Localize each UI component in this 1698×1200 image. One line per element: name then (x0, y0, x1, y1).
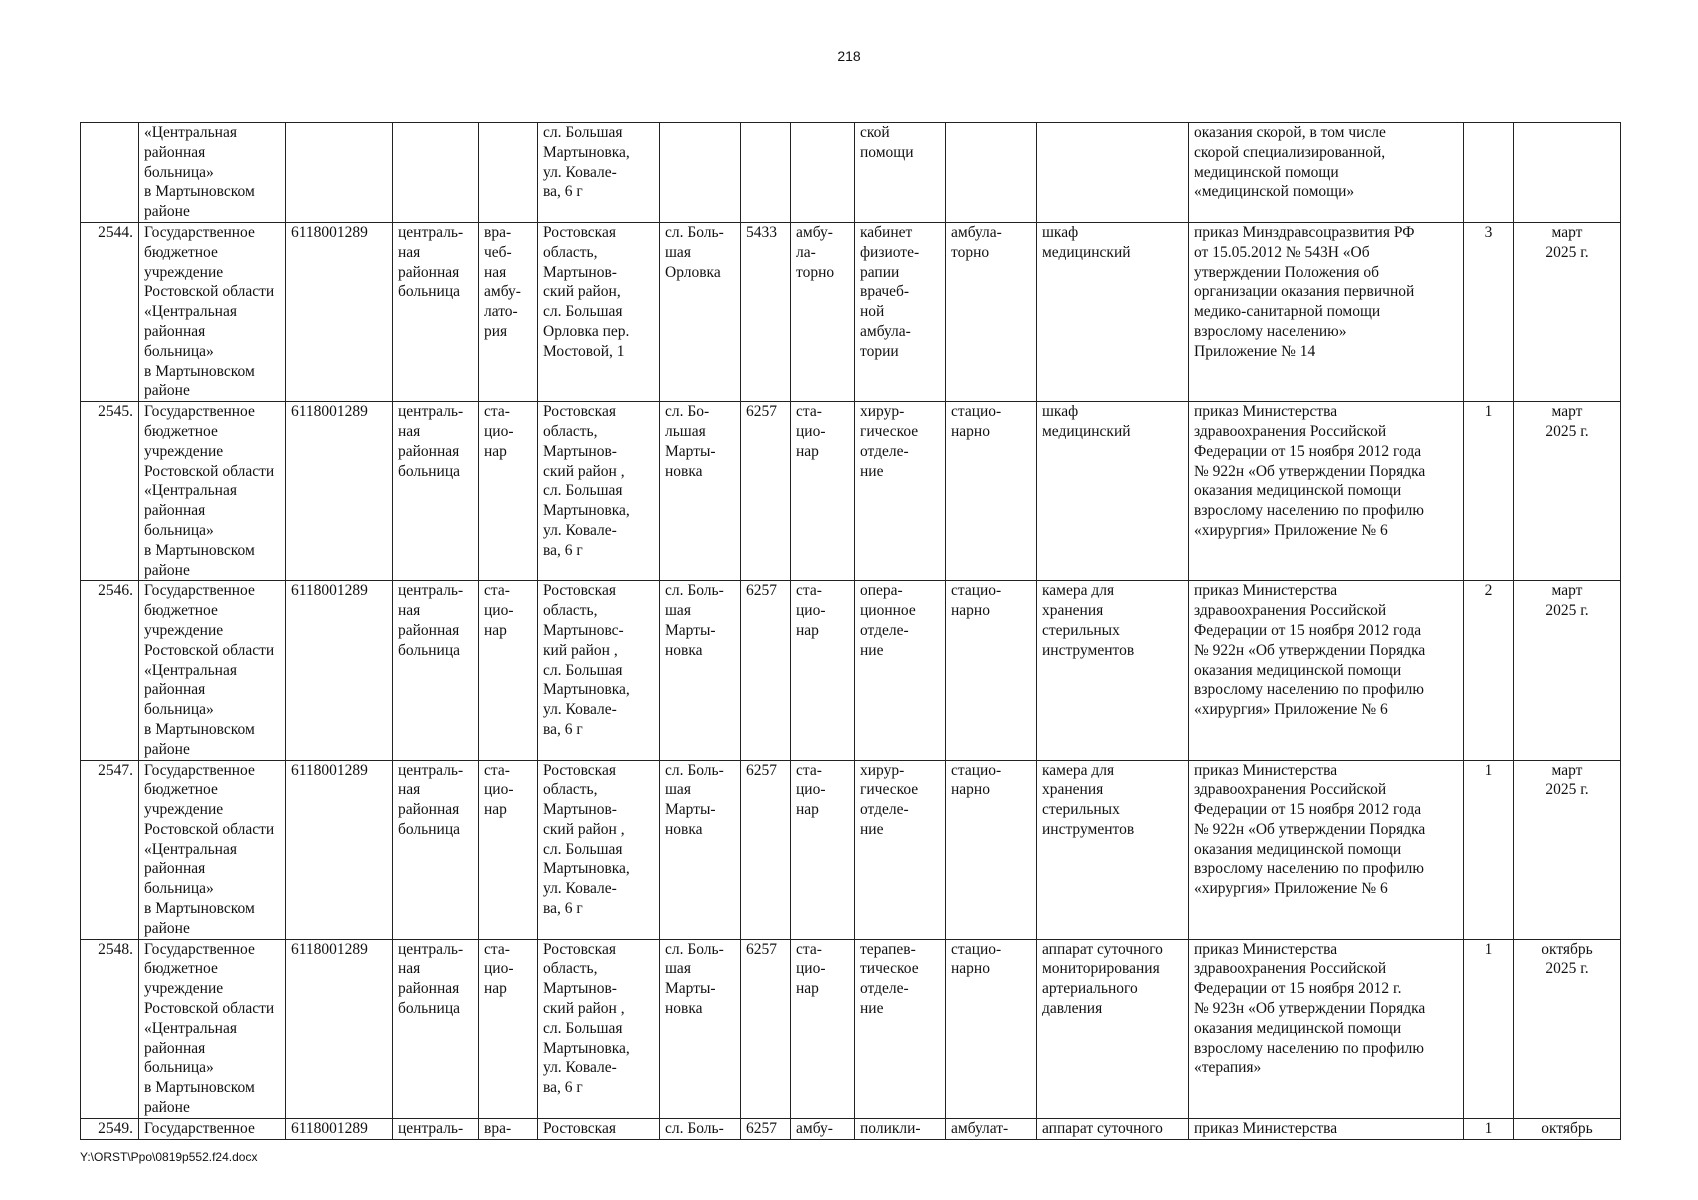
cell-due-date: март 2025 г. (1514, 760, 1621, 939)
cell-unit-type: ста- цио- нар (479, 581, 538, 760)
cell-address: Ростовская область, Мартынов- ский район , сл. Большая Мартыновка, ул. Ковале- ва, 6 г (538, 939, 660, 1118)
cell-department: кабинет физиоте- рапии врачеб- ной амбула- тории (855, 222, 946, 401)
table-row (81, 123, 1621, 223)
table-row (81, 222, 1621, 401)
table-row (81, 939, 1621, 1118)
cell-organization-name: Государственное бюджетное учреждение Ростовской области «Центральная районная больница» в Мартыновском районе (139, 402, 286, 581)
cell-department: опера- ционное отделе- ние (855, 581, 946, 760)
cell-row-number: 2549. (81, 1118, 139, 1139)
cell-conditions (946, 123, 1037, 223)
cell-org-type: централь- ная районная больница (393, 581, 479, 760)
cell-organization-name: Государственное бюджетное учреждение Ростовской области «Центральная районная больница» в Мартыновском районе (139, 760, 286, 939)
cell-row-number: 2545. (81, 402, 139, 581)
cell-locality: сл. Боль- шая Марты- новка (660, 939, 741, 1118)
cell-inn: 6118001289 (286, 222, 393, 401)
cell-row-number: 2546. (81, 581, 139, 760)
cell-inn: 6118001289 (286, 402, 393, 581)
cell-quantity: 2 (1464, 581, 1514, 760)
cell-unit-type: вра- чеб- ная амбу- лато- рия (479, 222, 538, 401)
cell-inn: 6118001289 (286, 581, 393, 760)
cell-equipment: камера для хранения стерильных инструментов (1037, 760, 1189, 939)
cell-unit-type: ста- цио- нар (479, 760, 538, 939)
cell-organization-name: «Центральная районная больница» в Мартыновском районе (139, 123, 286, 223)
cell-care-form: ста- цио- нар (791, 760, 855, 939)
cell-care-form: ста- цио- нар (791, 581, 855, 760)
cell-equipment: аппарат суточного мониторирования артериального давления (1037, 939, 1189, 1118)
cell-regulation: приказ Министерства здравоохранения Российской Федерации от 15 ноября 2012 г. № 923н «Об утверждении Порядка оказания медицинской помощи взрослому населению по профилю «терапия» (1189, 939, 1464, 1118)
cell-organization-name: Государственное бюджетное учреждение Ростовской области «Центральная районная больница» в Мартыновском районе (139, 222, 286, 401)
cell-code: 6257 (741, 760, 791, 939)
page-number: 218 (837, 48, 861, 64)
cell-care-form: амбу- ла- торно (791, 222, 855, 401)
cell-locality: сл. Боль- шая Марты- новка (660, 760, 741, 939)
cell-locality: сл. Боль- (660, 1118, 741, 1139)
cell-row-number: 2547. (81, 760, 139, 939)
cell-conditions: стацио- нарно (946, 581, 1037, 760)
cell-conditions: амбулат- (946, 1118, 1037, 1139)
cell-row-number (81, 123, 139, 223)
footer-file-path: Y:\ORST\Ppo\0819p552.f24.docx (80, 1150, 258, 1164)
cell-equipment (1037, 123, 1189, 223)
cell-code: 6257 (741, 1118, 791, 1139)
cell-conditions: стацио- нарно (946, 760, 1037, 939)
cell-quantity (1464, 123, 1514, 223)
cell-address: Ростовская область, Мартынов- ский район , сл. Большая Мартыновка, ул. Ковале- ва, 6 г (538, 402, 660, 581)
cell-unit-type: ста- цио- нар (479, 939, 538, 1118)
cell-care-form: амбу- (791, 1118, 855, 1139)
cell-row-number: 2544. (81, 222, 139, 401)
cell-due-date: октябрь 2025 г. (1514, 939, 1621, 1118)
table-row (81, 760, 1621, 939)
cell-address: Ростовская область, Мартынов- ский район, сл. Большая Орловка пер. Мостовой, 1 (538, 222, 660, 401)
cell-code: 6257 (741, 402, 791, 581)
cell-department: хирур- гическое отделе- ние (855, 760, 946, 939)
equipment-table (80, 122, 1621, 1140)
cell-due-date: март 2025 г. (1514, 222, 1621, 401)
cell-regulation: приказ Министерства здравоохранения Российской Федерации от 15 ноября 2012 года № 922н «Об утверждении Порядка оказания медицинской помощи взрослому населению по профилю «хирургия» Приложение № 6 (1189, 581, 1464, 760)
cell-address: сл. Большая Мартыновка, ул. Ковале- ва, 6 г (538, 123, 660, 223)
cell-equipment: камера для хранения стерильных инструментов (1037, 581, 1189, 760)
cell-unit-type: ста- цио- нар (479, 402, 538, 581)
cell-quantity: 1 (1464, 760, 1514, 939)
cell-quantity: 1 (1464, 1118, 1514, 1139)
cell-address: Ростовская область, Мартыновс- кий район , сл. Большая Мартыновка, ул. Ковале- ва, 6 г (538, 581, 660, 760)
cell-organization-name: Государственное (139, 1118, 286, 1139)
cell-regulation: приказ Минздравсоцразвития РФ от 15.05.2012 № 543Н «Об утверждении Положения об организации оказания первичной медико-санитарной помощи взрослому населению» Приложение № 14 (1189, 222, 1464, 401)
cell-quantity: 3 (1464, 222, 1514, 401)
cell-inn (286, 123, 393, 223)
cell-code: 5433 (741, 222, 791, 401)
table-row (81, 1118, 1621, 1139)
cell-org-type: централь- ная районная больница (393, 939, 479, 1118)
cell-locality: сл. Боль- шая Орловка (660, 222, 741, 401)
cell-unit-type: вра- (479, 1118, 538, 1139)
cell-care-form: ста- цио- нар (791, 402, 855, 581)
cell-locality: сл. Бо- льшая Марты- новка (660, 402, 741, 581)
cell-code: 6257 (741, 939, 791, 1118)
cell-due-date: октябрь (1514, 1118, 1621, 1139)
cell-regulation: приказ Министерства здравоохранения Российской Федерации от 15 ноября 2012 года № 922н «Об утверждении Порядка оказания медицинской помощи взрослому населению по профилю «хирургия» Приложение № 6 (1189, 402, 1464, 581)
cell-inn: 6118001289 (286, 760, 393, 939)
cell-address: Ростовская область, Мартынов- ский район , сл. Большая Мартыновка, ул. Ковале- ва, 6 г (538, 760, 660, 939)
cell-care-form: ста- цио- нар (791, 939, 855, 1118)
cell-inn: 6118001289 (286, 1118, 393, 1139)
cell-unit-type (479, 123, 538, 223)
cell-department: ской помощи (855, 123, 946, 223)
cell-regulation: оказания скорой, в том числе скорой специализированной, медицинской помощи «медицинской помощи» (1189, 123, 1464, 223)
cell-care-form (791, 123, 855, 223)
cell-due-date: март 2025 г. (1514, 581, 1621, 760)
cell-due-date: март 2025 г. (1514, 402, 1621, 581)
cell-quantity: 1 (1464, 939, 1514, 1118)
cell-department: хирур- гическое отделе- ние (855, 402, 946, 581)
cell-org-type: централь- ная районная больница (393, 402, 479, 581)
table-row (81, 581, 1621, 760)
cell-regulation: приказ Министерства здравоохранения Российской Федерации от 15 ноября 2012 года № 922н «Об утверждении Порядка оказания медицинской помощи взрослому населению по профилю «хирургия» Приложение № 6 (1189, 760, 1464, 939)
cell-org-type: централь- ная районная больница (393, 760, 479, 939)
cell-locality (660, 123, 741, 223)
table-row (81, 402, 1621, 581)
cell-equipment: аппарат суточного (1037, 1118, 1189, 1139)
cell-regulation: приказ Министерства (1189, 1118, 1464, 1139)
cell-code: 6257 (741, 581, 791, 760)
cell-organization-name: Государственное бюджетное учреждение Ростовской области «Центральная районная больница» в Мартыновском районе (139, 939, 286, 1118)
cell-locality: сл. Боль- шая Марты- новка (660, 581, 741, 760)
cell-conditions: стацио- нарно (946, 402, 1037, 581)
cell-department: терапев- тическое отделе- ние (855, 939, 946, 1118)
cell-due-date (1514, 123, 1621, 223)
cell-org-type: централь- (393, 1118, 479, 1139)
cell-org-type (393, 123, 479, 223)
cell-code (741, 123, 791, 223)
cell-equipment: шкаф медицинский (1037, 402, 1189, 581)
cell-department: поликли- (855, 1118, 946, 1139)
cell-row-number: 2548. (81, 939, 139, 1118)
cell-organization-name: Государственное бюджетное учреждение Ростовской области «Центральная районная больница» в Мартыновском районе (139, 581, 286, 760)
cell-equipment: шкаф медицинский (1037, 222, 1189, 401)
cell-conditions: амбула- торно (946, 222, 1037, 401)
cell-address: Ростовская (538, 1118, 660, 1139)
cell-conditions: стацио- нарно (946, 939, 1037, 1118)
cell-quantity: 1 (1464, 402, 1514, 581)
cell-inn: 6118001289 (286, 939, 393, 1118)
cell-org-type: централь- ная районная больница (393, 222, 479, 401)
